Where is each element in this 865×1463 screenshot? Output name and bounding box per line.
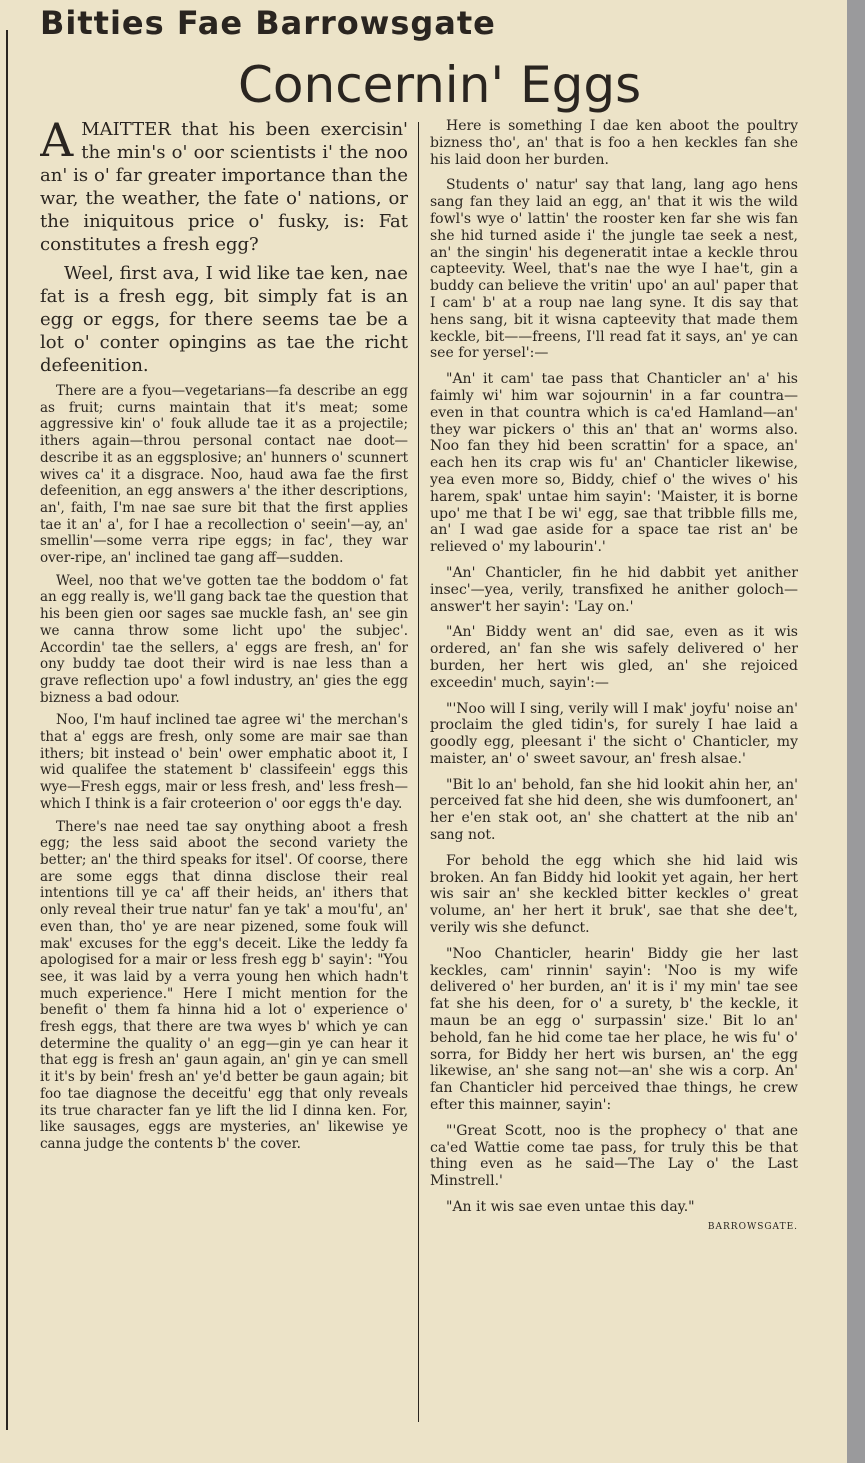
paragraph: Weel, first ava, I wid like tae ken, nae fat is a fresh egg, bit simply fat is an egg or eggs, for there seems tae be a lot o' conter opingins as tae the richt defeenition. (40, 263, 408, 376)
column-gutter-rule (418, 122, 419, 1422)
paragraph: Noo, I'm hauf inclined tae agree wi' the merchan's that a' eggs are fresh, only some are mair sae than ithers; bit instead o' bein' ower emphatic aboot it, I wid qualifee the statement b' classifeein' eggs this wye—Fresh eggs, mair or less fresh, and' less fresh—which I think is a fair croteerion o' oor eggs th'e day. (40, 712, 408, 812)
left-column-rule (6, 30, 8, 1430)
article-column-left (40, 118, 408, 1428)
paragraph: "An' Chanticler, fin he hid dabbit yet anither insec'—yea, verily, transfixed he anither goloch—answer't her sayin': 'Lay on.' (430, 564, 798, 615)
paragraph: "An it wis sae even untae this day." (446, 1199, 695, 1216)
paragraph: "An' it cam' tae pass that Chanticler an' a' his faimly wi' him war sojournin' in a far countra—even in that countra which is ca'ed Hamland—an' they war pickers o' this an' that an' worms also. Noo fan they hid been scrattin' for a space, an' each hen its crap wis fu' an' Chanticler likewise, yea even more so, Biddy, chief o' the wives o' his harem, spak' untae him sayin': 'Maister, it is borne upo' me that I be wi' egg, sae that tribble fills me, an' I wad gae aside for a space tae rist an' be relieved o' my labourin'.' (430, 371, 798, 556)
paragraph: Here is something I dae ken aboot the poultry bizness tho', an' that is foo a hen keckles fan she his laid doon her burden. (430, 118, 798, 168)
paragraph: There are a fyou—vegetarians—fa describe an egg as fruit; curns maintain that it's meat; some aggressive kin' o' fouk allude tae it as a projectile; ithers again—throu personal contact nae doot—describe it as an eggsplosive; an' hunners o' scunnert wives ca' it a disgrace. Noo, haud awa fae the first defeenition, an egg answers a' the ither descriptions, an', faith, I'm nae sae sure bit that the first applies tae it an' a', for I hae a recollection o' seein'—ay, an' smellin'—some verra ripe eggs; in fac', they war over-ripe, an' inclined tae gang aff—sudden. (40, 383, 408, 567)
paragraph: There's nae need tae say onything aboot a fresh egg; the less said aboot the second variety the better; an' the third speaks for itsel'. Of coorse, there are some eggs that dinna disclose their real intentions till ye ca' aff their heids, an' ithers that only reveal their true natur' fan ye tak' a mou'fu', an' even than, tho' ye are near pizened, some fouk will mak' excuses for the egg's deceit. Like the leddy fa apologised for a mair or less fresh egg b' sayin': "You see, it was laid by a verra young hen which hadn't much experience." Here I micht mention for the benefit o' them fa hinna hid a lot o' experience o' fresh eggs, that there are twa wyes b' which ye can determine the quality o' an egg—gin ye can hear it that egg is fresh an' gaun again, an' gin ye can smell it it's by bein' fresh an' ye'd better be gaun again; bit foo tae diagnose the deceitfu' egg that only reveals its true character fan ye lift the lid I dinna ken. For, like sausages, eggs are mysteries, an' likewise ye canna judge the contents b' the cover. (40, 818, 408, 1152)
paragraph: "Noo Chanticler, hearin' Biddy gie her last keckles, cam' rinnin' sayin': 'Noo is my wife delivered o' her burden, an' it is i' my min' tae see fat she his deen, for o' a surety, b' the keckle, it maun be an egg o' surpassin' size.' Bit lo an' behold, fan he hid come tae her place, he wis fu' o' sorra, for Biddy her hert wis bursen, an' the egg likewise, an' she sang not—an' she wis a corp. An' fan Chanticler hid perceived thae things, he crew efter this mainner, sayin': (430, 945, 798, 1114)
paragraph: "An' Biddy went an' did sae, even as it wis ordered, an' fan she wis safely delivered o' her burden, her hert wis gled, an' she rejoiced exceedin' much, sayin':— (430, 624, 798, 691)
paragraph: Students o' natur' say that lang, lang ago hens sang fan they laid an egg, an' that it wis the wild fowl's wye o' lattin' the rooster ken far she wis fan she hid turned aside i' the jungle tae seek a nest, an' the singin' his degeneratit intae a keckle throu capteevity. Weel, that's nae the wye I hae't, gin a buddy can believe the vritin' upo' an aul' paper that I cam' b' at a roup nae lang syne. It dis say that hens sang, bit it wisna capteevity that made them keckle, bit——freens, I'll read fat it says, an' ye can see for yersel':— (430, 177, 798, 362)
paragraph: Weel, noo that we've gotten tae the boddom o' fat an egg really is, we'll gang back tae the question that his been gien oor sages sae muckle fash, an' see gin we canna throw some licht upo' the subjec'. Accordin' tae the sellers, a' eggs are fresh, an' for ony buddy tae doot their wird is nae less than a grave reflection upo' a fowl industry, an' gies the egg bizness a bad odour. (40, 572, 408, 706)
article-column-right (430, 118, 798, 1428)
paragraph: "Bit lo an' behold, fan she hid lookit ahin her, an' perceived fat she hid deen, she wis dumfoonert, an' her e'en stak oot, an' she chattert at the nib an' sang not. (430, 776, 798, 844)
paragraph: For behold the egg which she hid laid wis broken. An fan Biddy hid lookit yet again, her hert wis sair an' she keckled bitter keckles o' great volume, an' her hert it bruk', sae that she dee't, verily wis she defunct. (430, 852, 798, 937)
paragraph: "'Great Scott, noo is the prophecy o' that ane ca'ed Wattie come tae pass, for truly this be that thing even as he said—The Lay o' the Last Minstrell.' (430, 1122, 798, 1190)
article-headline: Concernin' Eggs (238, 56, 642, 114)
column-kicker: Bitties Fae Barrowsgate (40, 4, 496, 42)
paragraph: "'Noo will I sing, verily will I mak' joyfu' noise an' proclaim the gled tidin's, for surely I hae laid a goodly egg, pleesant i' the sicht o' Chanticler, my maister, an' o' sweet savour, an' fresh alsae.' (430, 700, 798, 767)
background-strip (847, 0, 865, 1463)
lead-text: MAITTER that his been exercisin' the min's o' oor scientists i' the noo an' is o' far greater importance than the war, the weather, the fate o' nations, or the iniquitous price o' fusky, is: Fat constitutes a fresh egg? (40, 119, 408, 255)
drop-cap: A (40, 118, 74, 167)
author-signature: BARROWSGATE. (707, 1221, 798, 1232)
lead-paragraph (40, 118, 408, 256)
